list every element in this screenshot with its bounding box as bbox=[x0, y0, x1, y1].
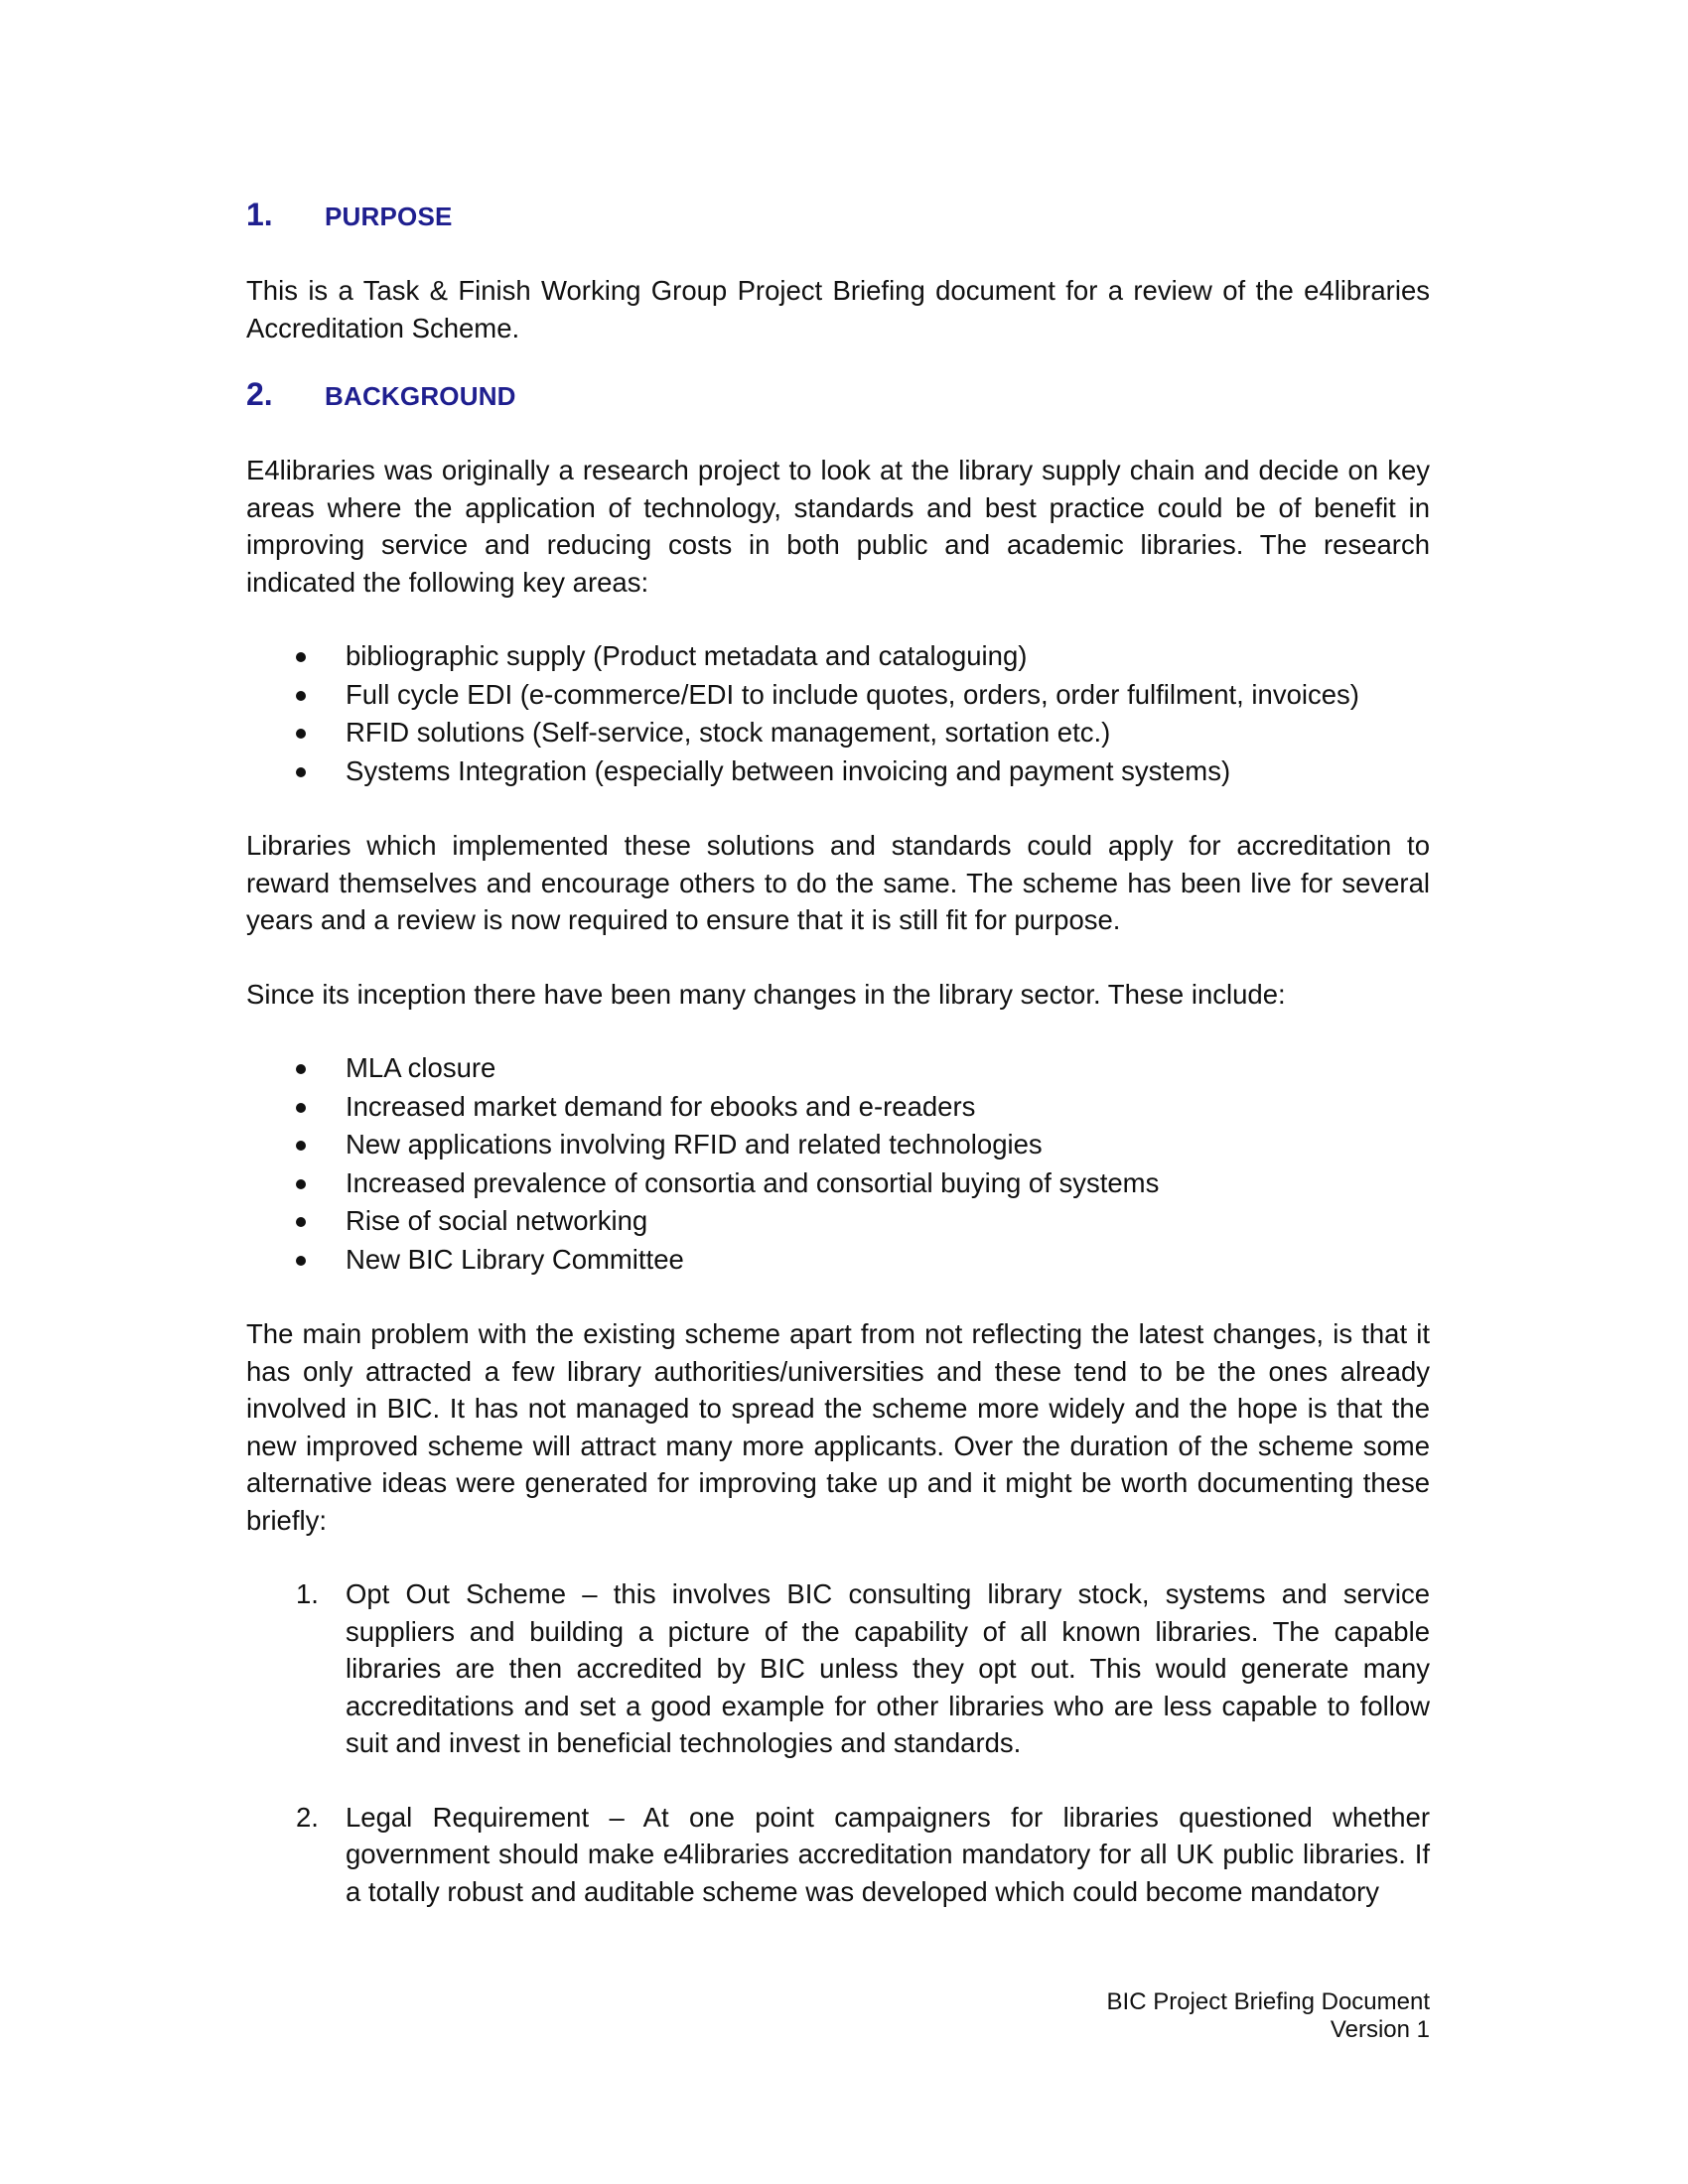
idea-text: Legal Requirement – At one point campaigners for libraries questioned whether government should make e4libraries accreditation mandatory for all UK public libraries. If a totally robust and auditable scheme was developed which could become mandatory bbox=[346, 1801, 1430, 1907]
background-intro-paragraph: E4libraries was originally a research project to look at the library supply chain and decide on key areas where the application of technology, standards and best practice could be of benefit in improving service and reducing costs in both public and academic libraries. The research indicated the following key areas: bbox=[246, 455, 1430, 598]
footer-title: BIC Project Briefing Document bbox=[1106, 1988, 1430, 2015]
problem-paragraph: The main problem with the existing scheme apart from not reflecting the latest changes, is that it has only attracted a few library authorities/universities and these tend to be the ones already involved in BIC. It has not managed to spread the scheme more widely and the hope is that the new improved scheme will attract many more applicants. Over the duration of the scheme some alternative ideas were generated for improving take up and it might be worth documenting these briefly: bbox=[246, 1318, 1430, 1536]
list-item: New BIC Library Committee bbox=[246, 1241, 1430, 1280]
list-item bbox=[246, 1575, 1430, 1762]
accreditation-paragraph: Libraries which implemented these solutions and standards could apply for accreditation to reward themselves and encourage others to do the same. The scheme has been live for several years and a review is now required to ensure that it is still fit for purpose. bbox=[246, 830, 1430, 935]
bullet-icon bbox=[296, 1217, 306, 1227]
key-areas-list bbox=[246, 637, 1430, 790]
document-body bbox=[246, 197, 1430, 1910]
section-heading-background bbox=[246, 376, 1430, 420]
purpose-paragraph: This is a Task & Finish Working Group Project Briefing document for a review of the e4libraries Accreditation Scheme. bbox=[246, 275, 1430, 343]
section-number: 2. bbox=[246, 376, 273, 412]
page-footer bbox=[1107, 1988, 1430, 2044]
list-item: MLA closure bbox=[246, 1049, 1430, 1088]
list-item: Rise of social networking bbox=[246, 1202, 1430, 1241]
section-heading-purpose bbox=[246, 197, 1430, 240]
changes-list bbox=[246, 1049, 1430, 1279]
bullet-icon bbox=[296, 1179, 306, 1189]
list-marker: 2. bbox=[296, 1801, 319, 1833]
list-marker: 1. bbox=[296, 1578, 319, 1609]
list-item: Increased prevalence of consortia and consortial buying of systems bbox=[246, 1164, 1430, 1203]
footer-version: Version 1 bbox=[1330, 2016, 1430, 2043]
bullet-icon bbox=[296, 1141, 306, 1151]
bullet-icon bbox=[296, 1064, 306, 1074]
list-item: Full cycle EDI (e-commerce/EDI to include quotes, orders, order fulfilment, invoices) bbox=[246, 676, 1430, 715]
list-item: RFID solutions (Self-service, stock management, sortation etc.) bbox=[246, 714, 1430, 752]
section-title: BACKGROUND bbox=[325, 381, 516, 411]
bullet-icon bbox=[296, 691, 306, 701]
section-number: 1. bbox=[246, 197, 273, 232]
section-title: PURPOSE bbox=[325, 202, 453, 231]
idea-text: Opt Out Scheme – this involves BIC consulting library stock, systems and service suppliers and building a picture of the capability of all known libraries. The capable libraries are then accredited by BIC unless they opt out. This would generate many accreditations and set a good example for other libraries who are less capable to follow suit and invest in beneficial technologies and standards. bbox=[346, 1578, 1430, 1758]
bullet-icon bbox=[296, 1256, 306, 1266]
bullet-icon bbox=[296, 1103, 306, 1113]
changes-intro-paragraph: Since its inception there have been many changes in the library sector. These include: bbox=[246, 978, 1286, 1010]
bullet-icon bbox=[296, 652, 306, 662]
list-item: Systems Integration (especially between invoicing and payment systems) bbox=[246, 752, 1430, 791]
list-item: New applications involving RFID and related technologies bbox=[246, 1126, 1430, 1164]
bullet-icon bbox=[296, 729, 306, 739]
list-item bbox=[246, 1799, 1430, 1911]
list-item: Increased market demand for ebooks and e-readers bbox=[246, 1088, 1430, 1127]
ideas-list bbox=[246, 1575, 1430, 1910]
bullet-icon bbox=[296, 767, 306, 777]
list-item: bibliographic supply (Product metadata and cataloguing) bbox=[246, 637, 1430, 676]
